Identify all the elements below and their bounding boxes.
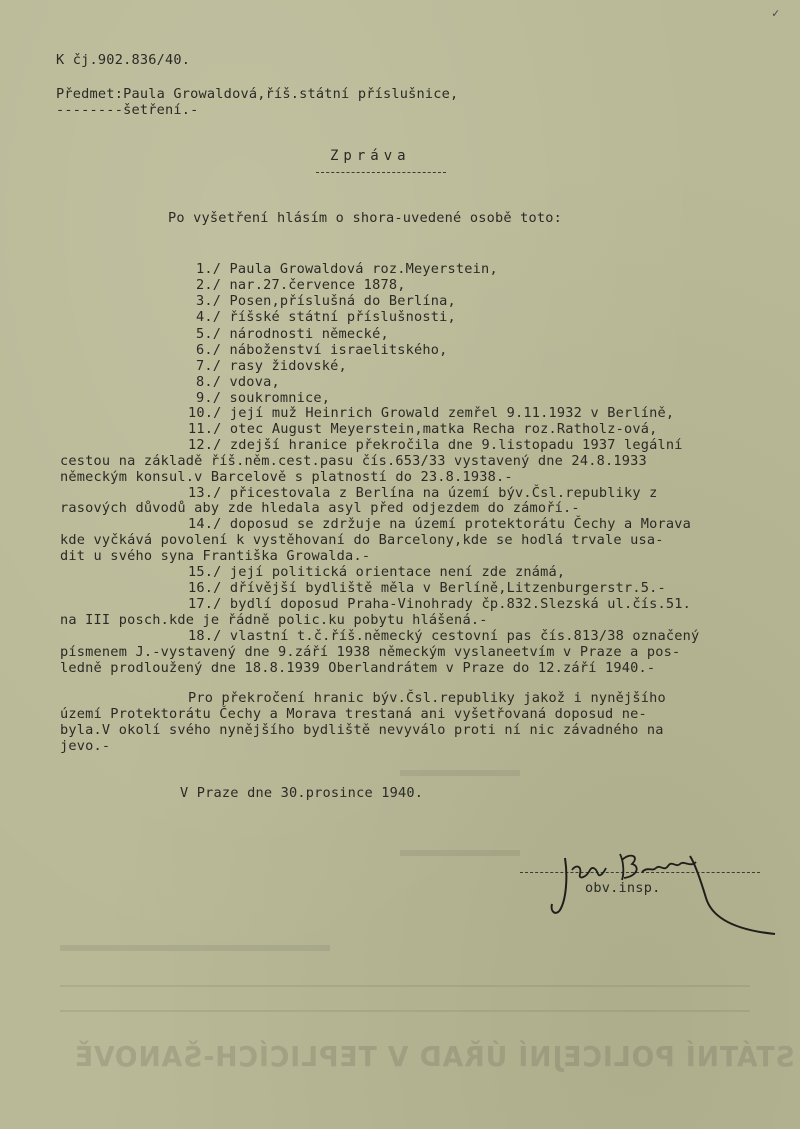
paragraph-line: cestou na základě říš.něm.cest.pasu čís.653/33 vystavený dne 24.8.1933 <box>60 453 647 469</box>
paragraph-line: 12./ zdejší hranice překročila dne 9.listopadu 1937 legální <box>188 437 683 453</box>
closing-line: byla.V okolí svého nynějšího bydliště nevyválo proti ní nic závadného na <box>60 722 664 738</box>
list-item: 7./ rasy židovské, <box>196 358 347 374</box>
list-item: 9./ soukromnice, <box>196 390 331 406</box>
heading-underline <box>316 172 446 173</box>
list-item: 4./ říšské státní příslušnosti, <box>196 309 456 325</box>
signature-title: obv.insp. <box>585 880 661 896</box>
paragraph-line: 14./ doposud se zdržuje na území protektorátu Čechy a Morava <box>188 516 692 532</box>
list-item: 5./ národnosti německé, <box>196 326 389 342</box>
paragraph-line: rasových důvodů aby zde hledala asyl před odjezdem do zámoří.- <box>60 500 580 516</box>
list-item: 1./ Paula Growaldová roz.Meyerstein, <box>196 261 498 277</box>
list-item: 6./ náboženství israelitského, <box>196 342 448 358</box>
subject-line: Předmet:Paula Growaldová,říš.státní příslušnice, <box>56 86 459 102</box>
date-line: V Praze dne 30.prosince 1940. <box>180 785 424 801</box>
list-item: 11./ otec August Meyerstein,matka Recha roz.Ratholz-ová, <box>188 421 658 437</box>
closing-line: Pro překročení hranic býv.Čsl.republiky jakož i nynějšího <box>188 690 666 706</box>
list-item: 8./ vdova, <box>196 374 280 390</box>
faint-line <box>60 1010 750 1012</box>
intro-text: Po vyšetření hlásím o shora-uvedené osobě toto: <box>168 210 563 226</box>
closing-line: území Protektorátu Čechy a Morava trestaná ani vyšetřovaná doposud ne- <box>60 706 647 722</box>
bleed-through-text: STÁTNÍ POLICEJNÍ ÚŘAD V TEPLICÍCH-ŠANOVĚ <box>73 1040 795 1073</box>
list-item: 2./ nar.27.července 1878, <box>196 277 406 293</box>
paragraph-line: 16./ dřívější bydliště měla v Berlíně,Litzenburgerstr.5.- <box>188 580 666 596</box>
document-heading: Zpráva <box>330 148 411 164</box>
paragraph-line: na III posch.kde je řádně polic.ku pobytu hlášená.- <box>60 612 488 628</box>
list-item: 3./ Posen,příslušná do Berlína, <box>196 293 456 309</box>
paragraph-line: německým konsul.v Barcelově s platností do 23.8.1938.- <box>60 469 513 485</box>
paragraph-line: 15./ její politická orientace není zde známá, <box>188 564 566 580</box>
faint-line <box>400 770 520 776</box>
subject-line-2: --------šetření.- <box>56 102 199 118</box>
paragraph-line: 13./ přicestovala z Berlína na území býv.Čsl.republiky z <box>188 485 658 501</box>
paragraph-line: kde vyčkává povolení k vystěhovaní do Barcelony,kde se hodlá trvale usa- <box>60 532 664 548</box>
faint-line <box>60 985 750 987</box>
list-item: 10./ její muž Heinrich Growald zemřel 9.11.1932 v Berlíně, <box>188 405 675 421</box>
reference-number: K čj.902.836/40. <box>56 52 191 68</box>
paragraph-line: písmenem J.-vystavený dne 9.září 1938 německým vyslaneetvím v Praze a pos- <box>60 644 681 660</box>
faint-line <box>60 945 330 951</box>
corner-mark: ✓ <box>772 6 780 20</box>
paragraph-line: 18./ vlastní t.č.říš.německý cestovní pas čís.813/38 označený <box>188 628 700 644</box>
paragraph-line: ledně prodloužený dne 18.8.1939 Oberlandrátem v Praze do 12.září 1940.- <box>60 660 656 676</box>
closing-line: jevo.- <box>60 738 111 754</box>
faint-line <box>400 850 520 856</box>
paragraph-line: 17./ bydlí doposud Praha-Vinohrady čp.832.Slezská ul.čís.51. <box>188 596 692 612</box>
paragraph-line: dit u svého syna Františka Growalda.- <box>60 548 371 564</box>
signature-block <box>520 838 780 938</box>
